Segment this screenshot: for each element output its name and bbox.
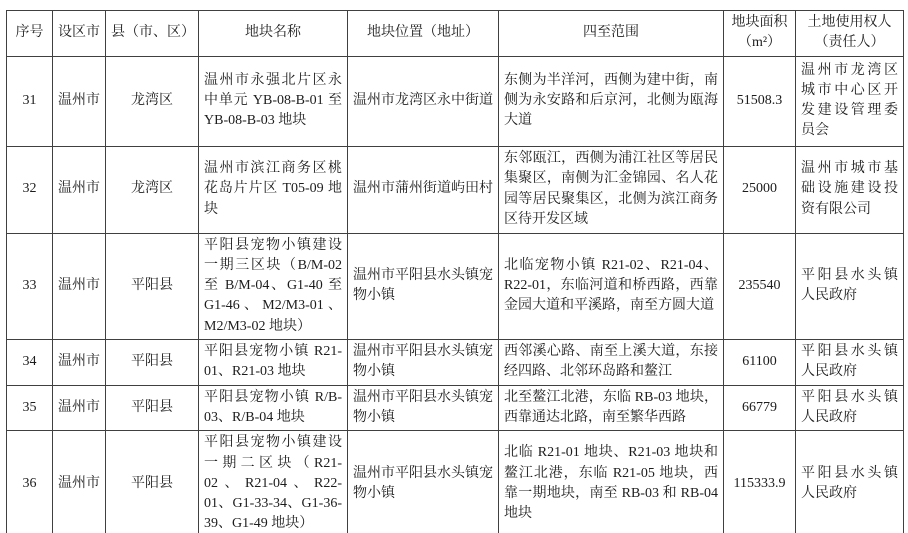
cell-city: 温州市 bbox=[53, 340, 106, 386]
table-header-row bbox=[7, 11, 904, 57]
cell-boundary: 北至鳌江北港，东临 RB-03 地块，西靠通达北路，南至繁华西路 bbox=[499, 385, 724, 431]
cell-area: 25000 bbox=[724, 146, 796, 233]
cell-area: 115333.9 bbox=[724, 431, 796, 533]
cell-name: 平阳县宠物小镇建设一期二区块（R21-02、R21-04、R22-01、G1-33-34、G1-36-39、G1-49 地块） bbox=[199, 431, 348, 533]
cell-location: 温州市平阳县水头镇宠物小镇 bbox=[348, 431, 499, 533]
cell-city: 温州市 bbox=[53, 56, 106, 146]
cell-no: 32 bbox=[7, 146, 53, 233]
table-row bbox=[7, 431, 904, 533]
cell-location: 温州市龙湾区永中街道 bbox=[348, 56, 499, 146]
column-header: 地块位置（地址） bbox=[348, 11, 499, 57]
land-plots-table bbox=[6, 10, 904, 533]
cell-area: 61100 bbox=[724, 340, 796, 386]
cell-holder: 平阳县水头镇人民政府 bbox=[796, 340, 904, 386]
column-header: 县（市、区） bbox=[106, 11, 199, 57]
cell-holder: 温州市城市基础设施建设投资有限公司 bbox=[796, 146, 904, 233]
cell-county: 平阳县 bbox=[106, 431, 199, 533]
table-row bbox=[7, 340, 904, 386]
column-header: 地块面积（m²） bbox=[724, 11, 796, 57]
cell-city: 温州市 bbox=[53, 146, 106, 233]
cell-county: 平阳县 bbox=[106, 340, 199, 386]
cell-city: 温州市 bbox=[53, 431, 106, 533]
column-header: 四至范围 bbox=[499, 11, 724, 57]
cell-city: 温州市 bbox=[53, 233, 106, 339]
page bbox=[0, 10, 908, 533]
cell-holder: 温州市龙湾区城市中心区开发建设管理委员会 bbox=[796, 56, 904, 146]
cell-no: 33 bbox=[7, 233, 53, 339]
cell-holder: 平阳县水头镇人民政府 bbox=[796, 385, 904, 431]
cell-city: 温州市 bbox=[53, 385, 106, 431]
cell-boundary: 东侧为半洋河，西侧为建中街，南侧为永安路和后京河，北侧为瓯海大道 bbox=[499, 56, 724, 146]
cell-boundary: 北临宠物小镇 R21-02、R21-04、R22-01，东临河道和桥西路，西靠金园大道和平溪路，南至方圆大道 bbox=[499, 233, 724, 339]
table-body bbox=[7, 56, 904, 533]
table-row bbox=[7, 56, 904, 146]
cell-area: 51508.3 bbox=[724, 56, 796, 146]
cell-county: 龙湾区 bbox=[106, 56, 199, 146]
column-header: 土地使用权人（责任人） bbox=[796, 11, 904, 57]
column-header: 设区市 bbox=[53, 11, 106, 57]
cell-location: 温州市平阳县水头镇宠物小镇 bbox=[348, 233, 499, 339]
cell-name: 平阳县宠物小镇 R/B-03、R/B-04 地块 bbox=[199, 385, 348, 431]
cell-no: 34 bbox=[7, 340, 53, 386]
column-header: 序号 bbox=[7, 11, 53, 57]
cell-boundary: 北临 R21-01 地块、R21-03 地块和鳌江北港，东临 R21-05 地块，西靠一期地块，南至 RB-03 和 RB-04 地块 bbox=[499, 431, 724, 533]
cell-area: 66779 bbox=[724, 385, 796, 431]
cell-boundary: 东邻瓯江，西侧为浦江社区等居民集聚区，南侧为汇金锦园、名人花园等居民聚集区，北侧为滨江商务区待开发区域 bbox=[499, 146, 724, 233]
table-row bbox=[7, 146, 904, 233]
cell-holder: 平阳县水头镇人民政府 bbox=[796, 233, 904, 339]
cell-name: 平阳县宠物小镇 R21-01、R21-03 地块 bbox=[199, 340, 348, 386]
cell-no: 31 bbox=[7, 56, 53, 146]
cell-location: 温州市平阳县水头镇宠物小镇 bbox=[348, 385, 499, 431]
cell-name: 平阳县宠物小镇建设一期三区块（B/M-02 至 B/M-04、G1-40 至 G1-46、M2/M3-01、M2/M3-02 地块） bbox=[199, 233, 348, 339]
cell-no: 35 bbox=[7, 385, 53, 431]
cell-no: 36 bbox=[7, 431, 53, 533]
cell-area: 235540 bbox=[724, 233, 796, 339]
table-header bbox=[7, 11, 904, 57]
column-header: 地块名称 bbox=[199, 11, 348, 57]
cell-location: 温州市蒲州街道屿田村 bbox=[348, 146, 499, 233]
cell-holder: 平阳县水头镇人民政府 bbox=[796, 431, 904, 533]
cell-county: 平阳县 bbox=[106, 233, 199, 339]
table-row bbox=[7, 233, 904, 339]
table-row bbox=[7, 385, 904, 431]
cell-county: 龙湾区 bbox=[106, 146, 199, 233]
cell-name: 温州市永强北片区永中单元 YB-08-B-01 至 YB-08-B-03 地块 bbox=[199, 56, 348, 146]
cell-location: 温州市平阳县水头镇宠物小镇 bbox=[348, 340, 499, 386]
cell-boundary: 西邻溪心路、南至上溪大道，东接经四路、北邻环岛路和鳌江 bbox=[499, 340, 724, 386]
cell-name: 温州市滨江商务区桃花岛片片区 T05-09 地块 bbox=[199, 146, 348, 233]
cell-county: 平阳县 bbox=[106, 385, 199, 431]
